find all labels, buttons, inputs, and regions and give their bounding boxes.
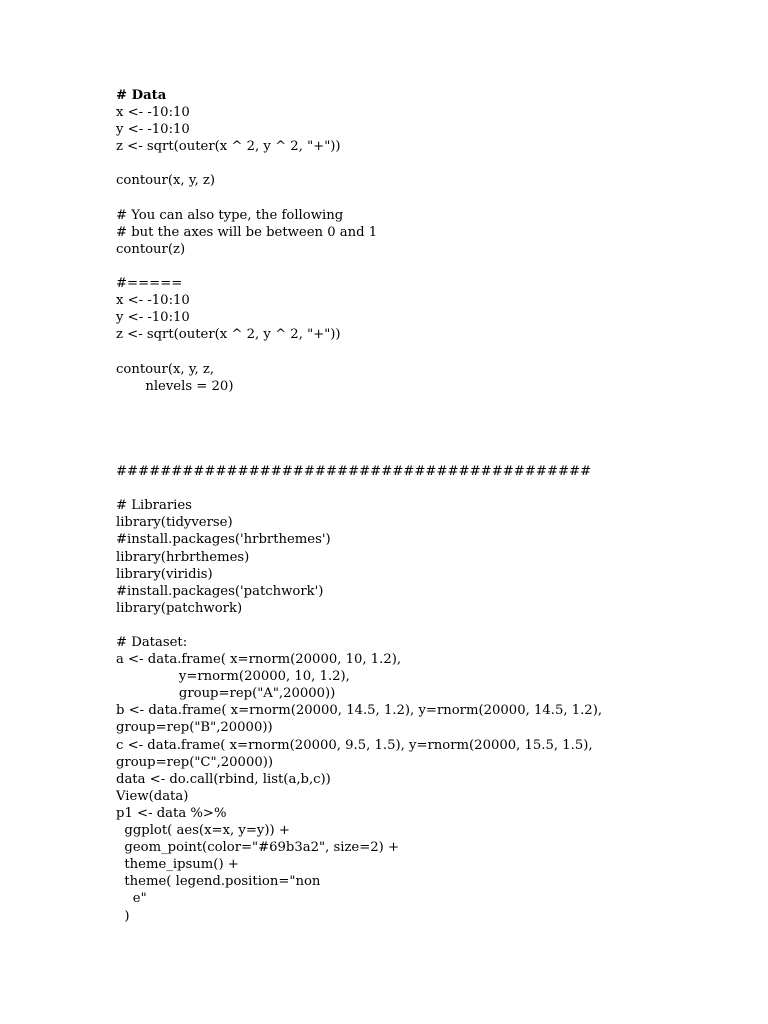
- code-line-comment: # Dataset:: [116, 635, 188, 650]
- code-line: library(hrbrthemes): [116, 549, 250, 565]
- code-line-blank: [116, 617, 736, 634]
- code-line: ): [116, 908, 130, 924]
- code-line: library(tidyverse): [116, 515, 233, 531]
- code-line: z <- sqrt(outer(x ^ 2, y ^ 2, "+")): [116, 327, 341, 343]
- code-line: contour(x, y, z,: [116, 361, 215, 377]
- code-line: y=rnorm(20000, 10, 1.2),: [116, 669, 350, 685]
- code-line: group=rep("C",20000)): [116, 754, 274, 770]
- code-line: y <- -10:10: [116, 310, 190, 326]
- code-line: data <- do.call(rbind, list(a,b,c)): [116, 771, 331, 787]
- code-line-comment: #install.packages('hrbrthemes'): [116, 532, 331, 548]
- code-line: theme( legend.position="non: [116, 874, 321, 890]
- code-line-comment: #=====: [116, 276, 183, 292]
- code-line-blank: [116, 412, 736, 429]
- code-line-blank: [116, 190, 736, 207]
- code-line-comment: # You can also type, the following: [116, 207, 344, 223]
- code-line: b <- data.frame( x=rnorm(20000, 14.5, 1.2), y=rnorm(20000, 14.5, 1.2),: [116, 703, 603, 719]
- code-line: e": [116, 891, 147, 907]
- code-line: z <- sqrt(outer(x ^ 2, y ^ 2, "+")): [116, 139, 341, 155]
- code-line-comment: #install.packages('patchwork'): [116, 583, 324, 599]
- code-line-blank: [116, 155, 736, 172]
- code-line: theme_ipsum() +: [116, 857, 239, 873]
- code-line: contour(x, y, z): [116, 173, 215, 189]
- code-line-blank: [116, 480, 736, 497]
- code-line: View(data): [116, 788, 189, 804]
- code-line-comment: # but the axes will be between 0 and 1: [116, 224, 378, 240]
- code-line-separator: ###########################################: [116, 464, 592, 480]
- code-line-heading: # Data: [116, 88, 167, 103]
- code-line-blank: [116, 429, 736, 446]
- code-line: library(viridis): [116, 566, 213, 582]
- code-line: y <- -10:10: [116, 122, 190, 138]
- code-line: library(patchwork): [116, 600, 243, 616]
- code-line: group=rep("A",20000)): [116, 686, 336, 702]
- code-line: ggplot( aes(x=x, y=y)) +: [116, 823, 290, 839]
- code-line: geom_point(color="#69b3a2", size=2) +: [116, 840, 400, 856]
- code-line-blank: [116, 258, 736, 275]
- code-line: x <- -10:10: [116, 293, 190, 309]
- code-line: a <- data.frame( x=rnorm(20000, 10, 1.2),: [116, 652, 402, 668]
- code-line-blank: [116, 446, 736, 463]
- code-line-blank: [116, 395, 736, 412]
- code-line: contour(z): [116, 241, 186, 257]
- code-line: x <- -10:10: [116, 105, 190, 121]
- code-line: c <- data.frame( x=rnorm(20000, 9.5, 1.5), y=rnorm(20000, 15.5, 1.5),: [116, 737, 593, 753]
- code-line-blank: [116, 343, 736, 360]
- code-line: group=rep("B",20000)): [116, 720, 273, 736]
- code-line: p1 <- data %>%: [116, 805, 227, 821]
- code-line: nlevels = 20): [116, 378, 234, 394]
- code-listing: [116, 87, 736, 925]
- code-line-comment: # Libraries: [116, 498, 192, 514]
